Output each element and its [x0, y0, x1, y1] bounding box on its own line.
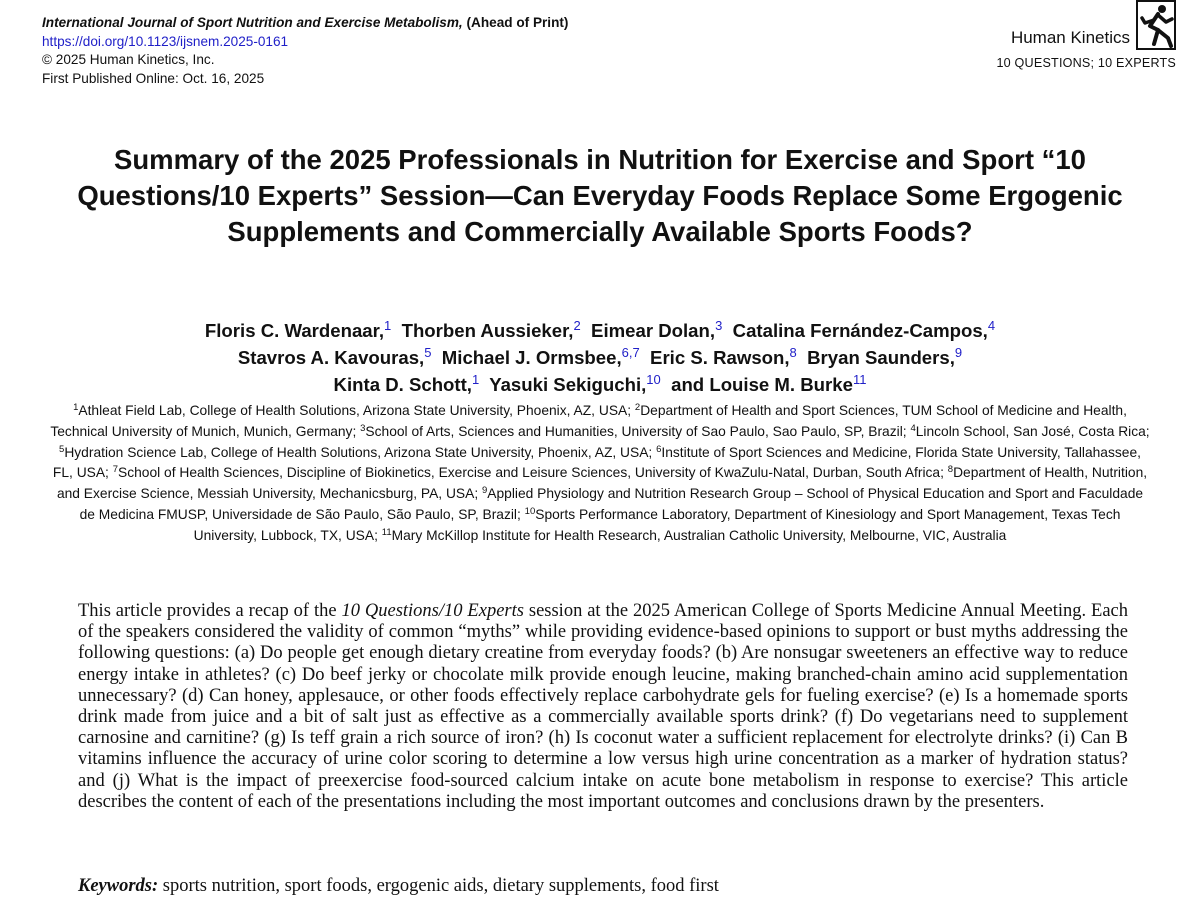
affiliation-number: 3	[360, 422, 366, 434]
affiliation-text: Hydration Science Lab, College of Health Solutions, Arizona State University, Phoenix, AZ, USA;	[64, 444, 657, 460]
publisher-name: Human Kinetics	[1010, 28, 1130, 47]
author-affiliation-ref[interactable]: 2	[573, 318, 581, 333]
affiliation-text: Applied Physiology and Nutrition Research Group – School of Physical Education and Sport and Faculdade de Medicina FMUSP, Universidade de São Paulo, São Paulo, SP, Brazil;	[79, 486, 1144, 522]
author: Floris C. Wardenaar,$^1$	[204, 318, 392, 341]
author-affiliation-ref[interactable]: 4	[987, 318, 996, 333]
author-affiliation-ref[interactable]: 9	[954, 345, 963, 360]
journal-citation	[42, 14, 568, 33]
affiliation-text: Athleat Field Lab, College of Health Solutions, Arizona State University, Phoenix, AZ, USA;	[78, 403, 635, 418]
author-affiliation-ref[interactable]: 1	[471, 372, 480, 387]
affiliation-text: Department of Health and Sport Sciences, TUM School of Medicine and Health, Technical University of Munich, Munich, Germany;	[50, 403, 1127, 439]
journal-status: (Ahead of Print)	[462, 15, 569, 30]
keywords-list: sports nutrition, sport foods, ergogenic aids, dietary supplements, food first	[158, 876, 719, 896]
author: Thorben Aussieker,$^2$	[401, 318, 581, 341]
author-affiliation-ref[interactable]: 6,7	[621, 345, 640, 360]
author-affiliation-ref[interactable]: 8	[789, 345, 797, 360]
author: and Louise M. Burke$^{11}$	[671, 372, 867, 395]
author: Yasuki Sekiguchi,$^{10}$	[489, 372, 661, 395]
affiliation-number: 8	[947, 464, 954, 476]
affiliation-number: 9	[482, 485, 488, 497]
publication-date: First Published Online: Oct. 16, 2025	[42, 70, 265, 86]
author: Catalina Fernández-Campos,$^4$	[732, 318, 996, 341]
affiliation-number: 5	[59, 443, 65, 455]
keywords	[78, 876, 1128, 897]
affiliation-number: 10	[524, 505, 536, 517]
abstract: This article provides a recap of the 10 Questions/10 Experts session at the 2025 American College of Sports Medicine Annual Meeting. Each of the speakers considered the validity of common “myths” while providing evidence-based opinions to support or bust myths addressing the following questions: (a) Do people get enough dietary creatine from everyday foods? (b) Are nonsugar sweeteners an effective way to reduce energy intake in athletes? (c) Do beef jerky or chocolate milk provide enough leucine, making branched-chain amino acid supplementation unnecessary? (d) Can honey, applesauce, or other foods effectively replace carbohydrate gels for fueling exercise? (e) Is a homemade sports drink made from juice and a bit of salt just as effective as a commercially available sports drink? (f) Do vegetarians need to supplement carnosine and carnitine? (g) Is teff grain a rich source of iron? (h) Is coconut water a sufficient replacement for electrolyte drinks? (i) Can B vitamins influence the accuracy of urine color scoring to determine a low versus high urine concentration as a marker of hydration status? and (j) What is the impact of preexercise food-sourced calcium intake on acute bone metabolism in response to exercise? This article describes the content of each of the presentations including the most important outcomes and conclusions drawn by the presenters.	[78, 601, 1128, 812]
affiliation-text: Lincoln School, San José, Costa Rica;	[915, 423, 1150, 439]
publisher-block	[916, 0, 1176, 75]
affiliation-number: 4	[910, 422, 916, 434]
keywords-label: Keywords:	[78, 876, 159, 896]
author: Kinta D. Schott,$^1$	[333, 372, 480, 395]
author: Bryan Saunders,$^9$	[807, 345, 963, 368]
affiliations	[50, 401, 1150, 547]
author-affiliation-ref[interactable]: 3	[715, 318, 723, 333]
affiliation-text: School of Health Sciences, Discipline of Biokinetics, Exercise and Leisure Sciences, University of KwaZulu-Natal, Durban, South Africa;	[118, 465, 948, 481]
journal-header	[42, 14, 568, 88]
affiliation-text: School of Arts, Sciences and Humanities, University of Sao Paulo, Sao Paulo, SP, Brazil;	[365, 423, 911, 439]
author: Stavros A. Kavouras,$^5$	[237, 345, 432, 368]
affiliation-text: Institute of Sport Sciences and Medicine, Florida State University, Tallahassee, FL, USA;	[52, 444, 1141, 481]
affiliation-number: 6	[656, 443, 662, 455]
author-affiliation-ref[interactable]: 5	[424, 345, 432, 360]
affiliation-number: 7	[112, 464, 119, 476]
journal-name: International Journal of Sport Nutrition and Exercise Metabolism,	[42, 15, 463, 30]
series-label: 10 QUESTIONS; 10 EXPERTS	[996, 56, 1176, 70]
doi-link[interactable]: https://doi.org/10.1123/ijsnem.2025-0161	[42, 33, 289, 49]
affiliation-text: Sports Performance Laboratory, Department of Kinesiology and Sport Management, Texas Tech University, Lubbock, TX, USA;	[193, 506, 1121, 543]
session-name: 10 Questions/10 Experts	[341, 601, 524, 621]
affiliation-number: 11	[381, 526, 392, 538]
affiliation-text: Department of Health, Nutrition, and Exercise Science, Messiah University, Mechanicsburg, PA, USA;	[56, 465, 1148, 502]
article-title: Summary of the 2025 Professionals in Nutrition for Exercise and Sport “10 Questions/10 Experts” Session—Can Everyday Foods Replace Some Ergogenic Supplements and Commercially Available Sports Foods?	[77, 144, 1123, 247]
author-affiliation-ref[interactable]: 11	[852, 372, 867, 387]
author: Michael J. Ormsbee,$^{6,7}$	[441, 345, 640, 368]
author: Eric S. Rawson,$^8$	[650, 345, 797, 368]
affiliation-number: 2	[634, 402, 641, 413]
copyright-line: © 2025 Human Kinetics, Inc.	[42, 52, 215, 67]
author: Eimear Dolan,$^3$	[591, 318, 723, 341]
affiliation-text: Mary McKillop Institute for Health Research, Australian Catholic University, Melbourne, VIC, Australia	[391, 527, 1007, 543]
author-list	[40, 317, 1160, 398]
author-affiliation-ref[interactable]: 1	[384, 318, 392, 333]
author-affiliation-ref[interactable]: 10	[646, 372, 661, 387]
affiliation-number: 1	[73, 402, 79, 413]
runner-logo-icon	[1136, 0, 1176, 50]
